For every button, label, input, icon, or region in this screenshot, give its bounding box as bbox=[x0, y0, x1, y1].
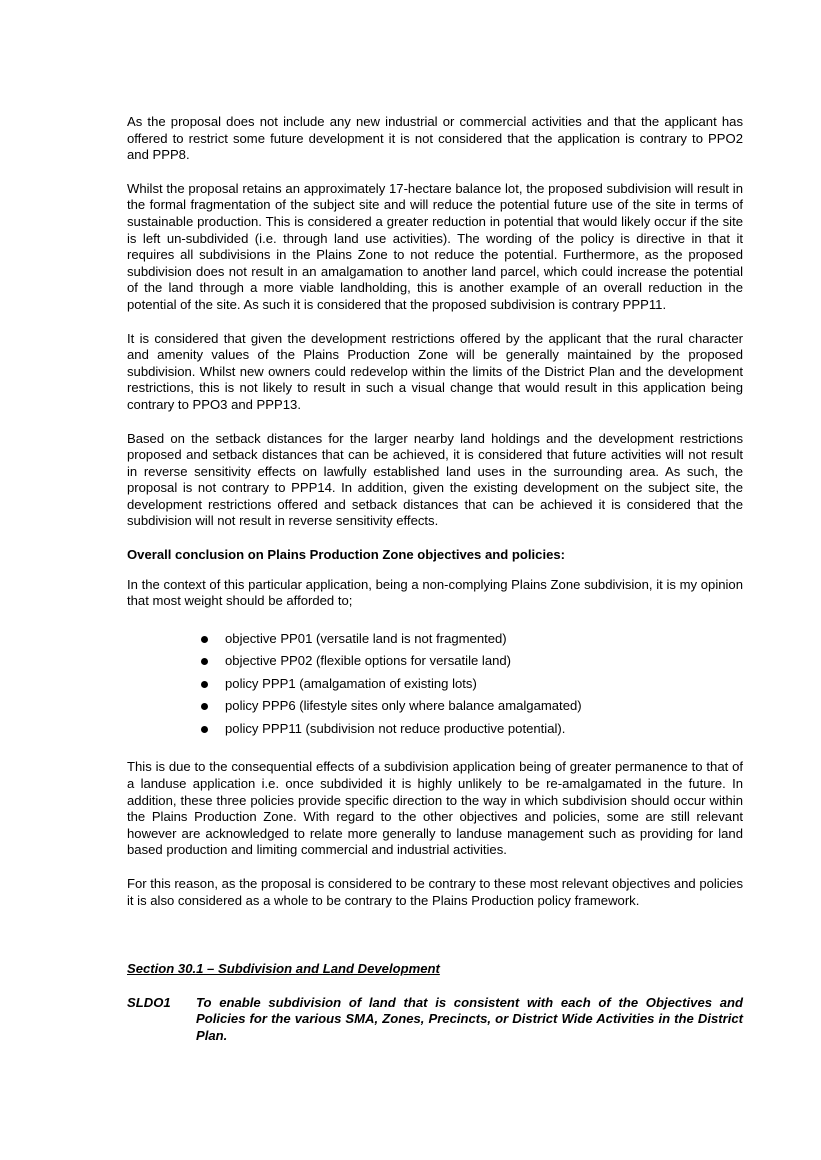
document-page bbox=[127, 114, 743, 1044]
bullet-icon bbox=[201, 681, 208, 688]
list-item: policy PPP11 (subdivision not reduce productive potential). bbox=[199, 718, 743, 741]
paragraph-ppp11: Whilst the proposal retains an approximately 17-hectare balance lot, the proposed subdivision will result in the formal fragmentation of the subject site and will reduce the potential future use of the site in terms of sustainable production. This is considered a greater reduction in potential that would likely occur if the site is left un-subdivided (i.e. through land use activities). The wording of the policy is directive in that it requires all subdivisions in the Plains Zone to not reduce the potential. Furthermore, as the proposed subdivision does not result in an amalgamation to another land parcel, which could increase the potential of the land through a more viable landholding, this is another example of an overall reduction in the potential of the site. As such it is considered that the proposed subdivision is contrary PPP11. bbox=[127, 180, 743, 312]
objective-code: SLDO1 bbox=[127, 994, 171, 1010]
bullet-icon bbox=[201, 636, 208, 643]
bullet-icon bbox=[201, 726, 208, 733]
bullet-icon bbox=[201, 658, 208, 665]
objective-text: To enable subdivision of land that is consistent with each of the Objectives and Policies for the various SMA, Zones, Precincts, or District Wide Activities in the District Plan. bbox=[196, 994, 743, 1043]
paragraph-ppp14: Based on the setback distances for the larger nearby land holdings and the development restrictions proposed and setback distances that can be achieved, it is considered that future activities will not result in reverse sensitivity effects on lawfully established land uses in the surrounding area. As such, the proposal is not contrary to PPP14. In addition, given the existing development on the subject site, the development restrictions offered and setback distances that can be achieved it is considered that the subdivision will not result in reverse sensitivity effects. bbox=[127, 430, 743, 529]
section-title: Section 30.1 – Subdivision and Land Development bbox=[127, 961, 440, 977]
weighted-policies-list bbox=[127, 628, 743, 741]
paragraph-weight-intro: In the context of this particular application, being a non-complying Plains Zone subdivision, it is my opinion that most weight should be afforded to; bbox=[127, 576, 743, 609]
paragraph-conclusion: For this reason, as the proposal is considered to be contrary to these most relevant objectives and policies it is also considered as a whole to be contrary to the Plains Production policy framework. bbox=[127, 875, 743, 908]
list-item: policy PPP6 (lifestyle sites only where balance amalgamated) bbox=[199, 695, 743, 718]
objective-sldo1 bbox=[127, 995, 743, 1045]
bullet-icon bbox=[201, 703, 208, 710]
list-item: objective PP01 (versatile land is not fragmented) bbox=[199, 628, 743, 651]
paragraph-ppo2-ppp8: As the proposal does not include any new industrial or commercial activities and that the applicant has offered to restrict some future development it is not considered that the application is contrary to PPO2 and PPP8. bbox=[127, 114, 743, 163]
conclusion-heading: Overall conclusion on Plains Production Zone objectives and policies: bbox=[127, 547, 566, 563]
paragraph-consequential-effects: This is due to the consequential effects of a subdivision application being of greater permanence to that of a landuse application i.e. once subdivided it is highly unlikely to be re-amalgamated in the future. In addition, these three policies provide specific direction to the way in which subdivision should occur within the Plains Production Zone. With regard to the other objectives and policies, some are still relevant however are acknowledged to relate more generally to landuse management such as providing for land based production and limiting commercial and industrial activities. bbox=[127, 759, 743, 858]
paragraph-ppo3-ppp13: It is considered that given the development restrictions offered by the applicant that the rural character and amenity values of the Plains Production Zone will be generally maintained by the proposed subdivision. Whilst new owners could redevelop within the limits of the District Plan and the development restrictions, this is not likely to result in such a visual change that would result in this application being contrary to PPO3 and PPP13. bbox=[127, 330, 743, 412]
list-item: objective PP02 (flexible options for versatile land) bbox=[199, 650, 743, 673]
list-item: policy PPP1 (amalgamation of existing lots) bbox=[199, 673, 743, 696]
